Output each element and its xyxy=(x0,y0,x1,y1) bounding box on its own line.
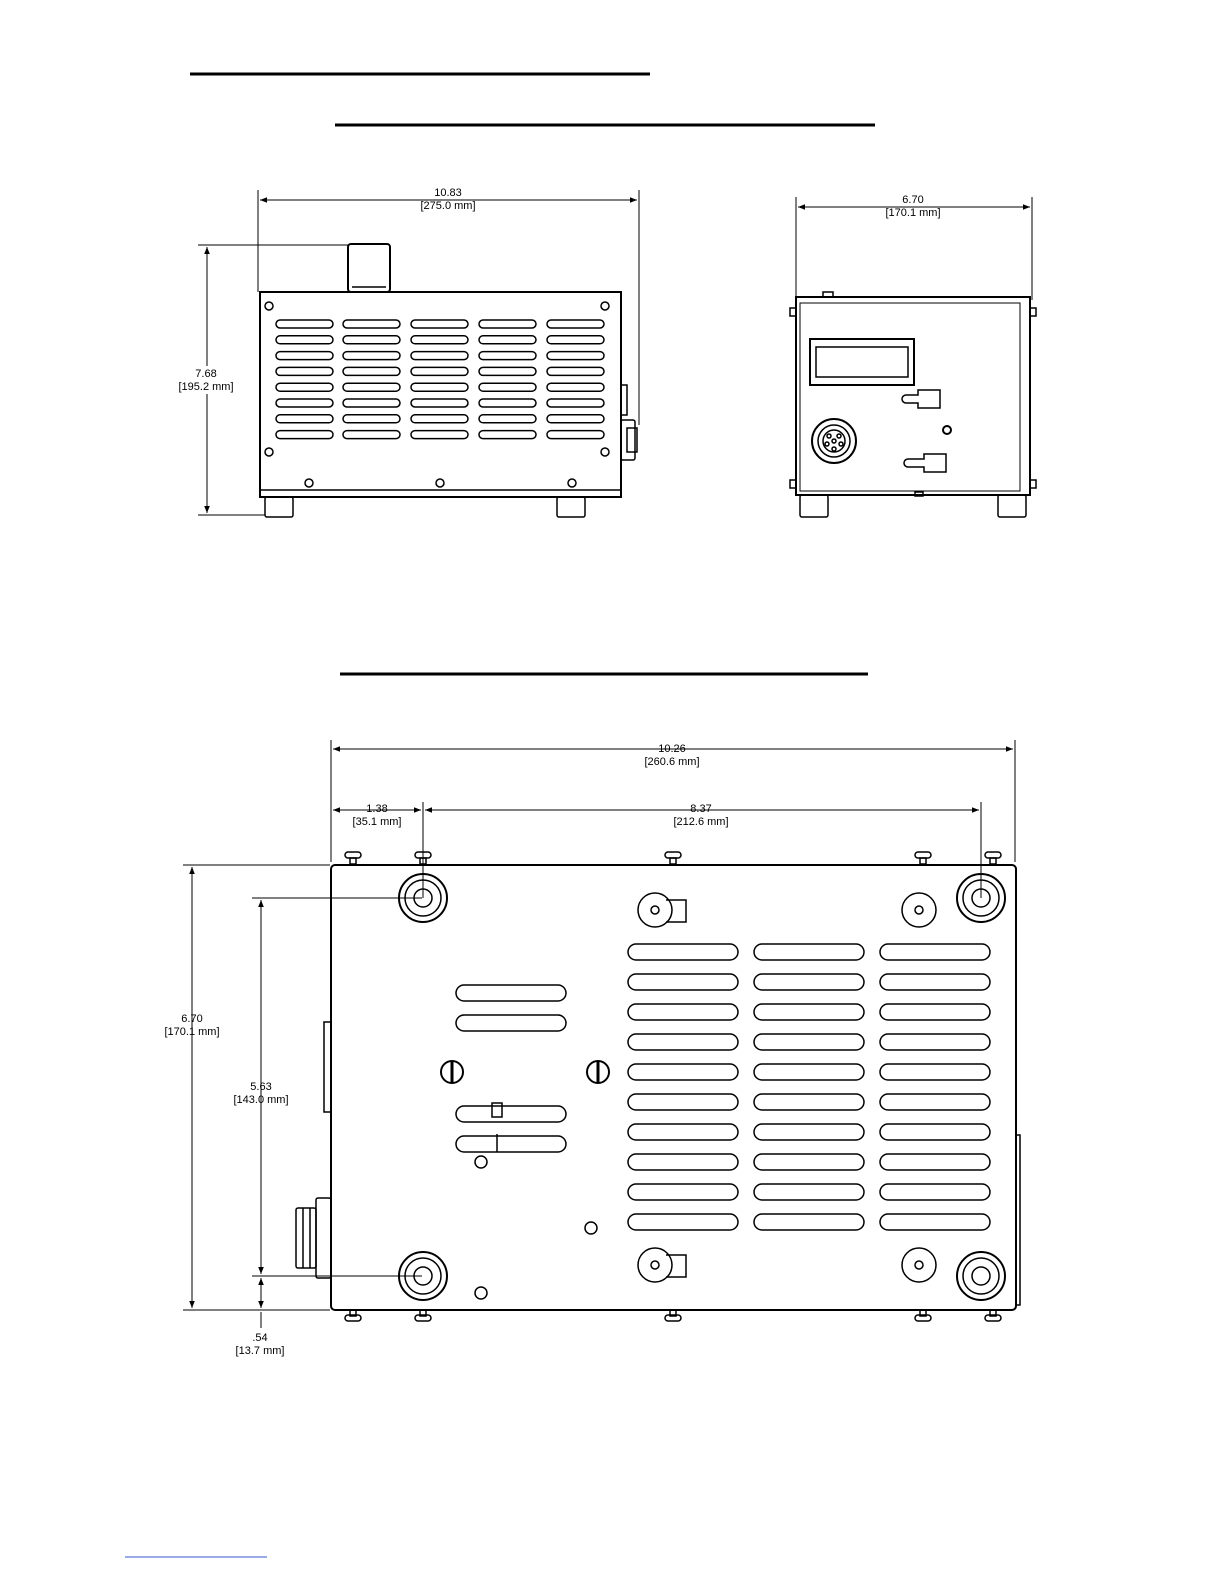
side-vent-slot xyxy=(276,415,333,423)
side-vent-slot xyxy=(411,383,468,391)
front-width-in: 6.70 xyxy=(902,194,924,206)
edge-pin-stem xyxy=(990,858,996,864)
side-vent-slot xyxy=(411,336,468,344)
side-width-mm: [275.0 mm] xyxy=(420,200,476,212)
front-view xyxy=(790,197,1036,517)
bottom-vent-slot xyxy=(880,1094,990,1110)
side-vent-slot xyxy=(479,399,536,407)
bottom-overall-in: 10.26 xyxy=(658,743,686,755)
side-vent-slot xyxy=(411,431,468,439)
side-vent-slot xyxy=(343,367,400,375)
bottom-vent-slot xyxy=(628,944,738,960)
side-height-mm: [195.2 mm] xyxy=(178,381,234,393)
edge-pin-stem xyxy=(670,858,676,864)
bottom-vent-slot xyxy=(456,1015,566,1031)
bottom-spacing-in: 8.37 xyxy=(690,803,712,815)
bottom-vent-slot xyxy=(456,1106,566,1122)
bottom-vent-slot xyxy=(628,1034,738,1050)
side-vent-slot xyxy=(479,320,536,328)
side-vent-slot xyxy=(343,431,400,439)
side-vent-slot xyxy=(411,415,468,423)
bottom-vent-slot xyxy=(754,944,864,960)
bottom-vent-slot xyxy=(628,1064,738,1080)
bottom-vent-slot xyxy=(628,1094,738,1110)
side-vent-slot xyxy=(276,320,333,328)
side-vent-slot xyxy=(479,336,536,344)
side-vent-slot xyxy=(479,367,536,375)
side-vent-slot xyxy=(343,399,400,407)
bottom-spacing-mm: [212.6 mm] xyxy=(673,816,729,828)
bottom-view xyxy=(183,740,1020,1328)
bottom-vent-slot xyxy=(628,1124,738,1140)
side-vent-slot xyxy=(547,415,604,423)
edge-pin xyxy=(915,852,931,858)
bottom-vent-slot xyxy=(456,985,566,1001)
bottom-vent-slot xyxy=(754,1184,864,1200)
side-height-in: 7.68 xyxy=(195,368,217,380)
side-vent-slot xyxy=(479,383,536,391)
side-vent-slot xyxy=(276,431,333,439)
side-vent-slot xyxy=(479,415,536,423)
side-vent-slot xyxy=(547,352,604,360)
side-vent-slot xyxy=(343,336,400,344)
bottom-foot-spacing-in: 5.63 xyxy=(250,1081,272,1093)
bottom-vent-slot xyxy=(754,1034,864,1050)
bottom-vent-slot xyxy=(754,1124,864,1140)
side-vent-slot xyxy=(343,352,400,360)
bottom-offset-in: 1.38 xyxy=(366,803,388,815)
side-vent-slot xyxy=(411,399,468,407)
side-vent-slot xyxy=(547,336,604,344)
bottom-edge-mm: [13.7 mm] xyxy=(235,1345,285,1357)
bottom-vent-slot xyxy=(754,1214,864,1230)
side-vent-slot xyxy=(343,415,400,423)
side-vent-slot xyxy=(411,367,468,375)
bottom-vent-slot xyxy=(880,974,990,990)
side-vent-slot xyxy=(276,352,333,360)
bottom-vent-slot xyxy=(880,1214,990,1230)
edge-pin-stem xyxy=(920,858,926,864)
edge-pin-stem xyxy=(350,858,356,864)
side-vent-slot xyxy=(547,399,604,407)
bottom-vent-slot xyxy=(754,1064,864,1080)
bottom-vent-slot xyxy=(880,1184,990,1200)
bottom-vent-slot xyxy=(880,1064,990,1080)
bottom-vent-slot xyxy=(754,1004,864,1020)
bottom-offset-mm: [35.1 mm] xyxy=(352,816,402,828)
side-vent-slot xyxy=(547,431,604,439)
bottom-depth-in: 6.70 xyxy=(181,1013,203,1025)
side-vent-slot xyxy=(343,320,400,328)
side-vent-slot xyxy=(547,383,604,391)
bottom-vent-slot xyxy=(628,974,738,990)
edge-pin xyxy=(985,852,1001,858)
bottom-depth-mm: [170.1 mm] xyxy=(164,1026,220,1038)
edge-pin xyxy=(665,852,681,858)
bottom-vent-slot xyxy=(628,1004,738,1020)
side-vent-slot xyxy=(343,383,400,391)
bottom-foot-spacing-mm: [143.0 mm] xyxy=(233,1094,289,1106)
side-view xyxy=(198,190,639,517)
bottom-vent-slot xyxy=(880,944,990,960)
side-width-in: 10.83 xyxy=(434,187,462,199)
side-vent-slot xyxy=(411,320,468,328)
side-vent-slot xyxy=(276,399,333,407)
bottom-vent-slot xyxy=(754,1154,864,1170)
side-vent-slot xyxy=(411,352,468,360)
bottom-vent-slot xyxy=(880,1034,990,1050)
bottom-vent-slot xyxy=(880,1004,990,1020)
side-vent-slot xyxy=(276,367,333,375)
side-vent-slot xyxy=(547,320,604,328)
edge-pin xyxy=(345,852,361,858)
bottom-vent-slot xyxy=(456,1136,566,1152)
bottom-vent-slot xyxy=(880,1154,990,1170)
bottom-vent-slot xyxy=(754,974,864,990)
bottom-vent-slot xyxy=(628,1154,738,1170)
side-vent-slot xyxy=(479,431,536,439)
bottom-vent-slot xyxy=(628,1184,738,1200)
bottom-overall-mm: [260.6 mm] xyxy=(644,756,700,768)
side-vent-slot xyxy=(276,336,333,344)
side-vent-slot xyxy=(547,367,604,375)
bottom-vent-slot xyxy=(628,1214,738,1230)
bottom-vent-slot xyxy=(754,1094,864,1110)
side-vent-slot xyxy=(276,383,333,391)
bottom-edge-in: .54 xyxy=(252,1332,268,1344)
side-vent-slot xyxy=(479,352,536,360)
bottom-vent-slot xyxy=(880,1124,990,1140)
front-width-mm: [170.1 mm] xyxy=(885,207,941,219)
